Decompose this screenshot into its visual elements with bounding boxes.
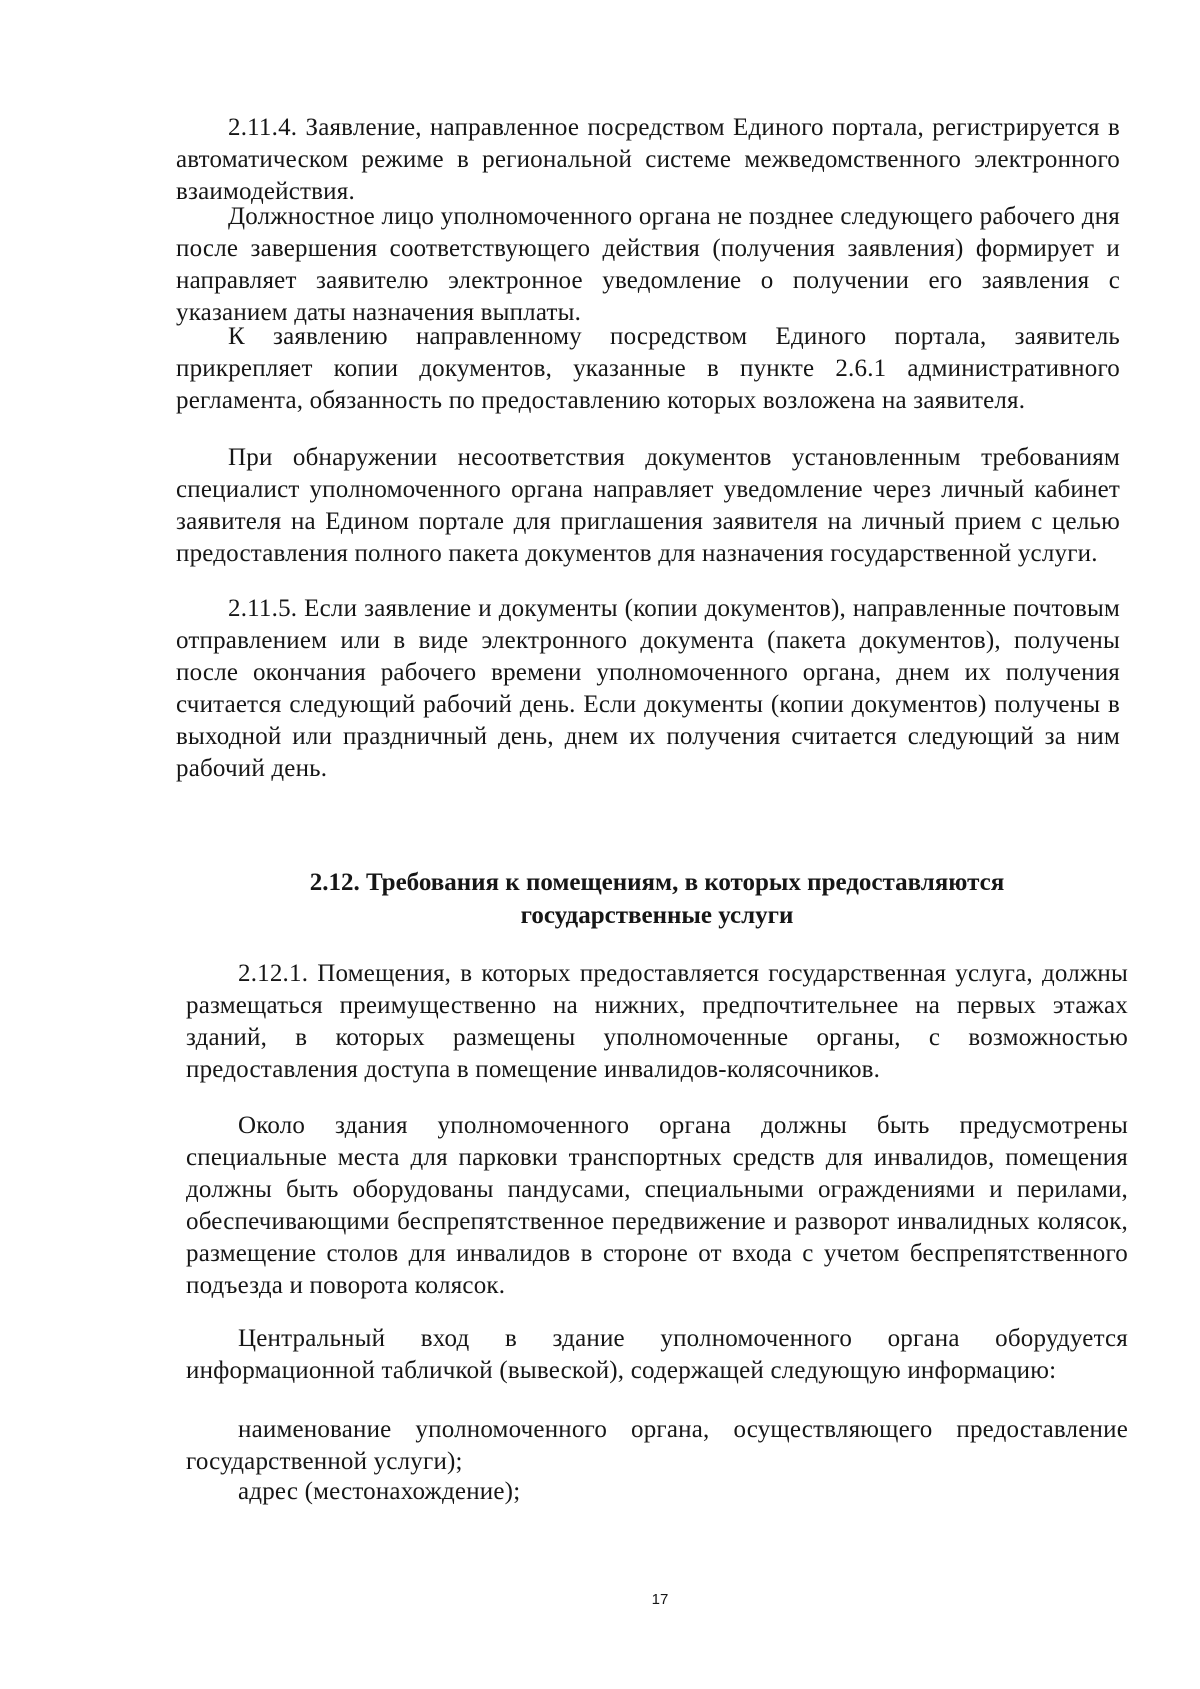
paragraph-2-11-5: 2.11.5. Если заявление и документы (копии документов), направленные почтовым отправлением или в виде электронного документа (пакета документов), получены после окончания рабочего времени уполномоченного органа, днем их получения считается следующий рабочий день. Если документы (копии документов) получены в выходной или праздничный день, днем их получения считается следующий за ним рабочий день. bbox=[176, 595, 1120, 782]
page-number: 17 bbox=[651, 1591, 669, 1608]
paragraph-parking: Около здания уполномоченного органа должны быть предусмотрены специальные места для парковки транспортных средств для инвалидов, помещения должны быть оборудованы пандусами, специальными ограждениями и перилами, обеспечивающими беспрепятственное передвижение и разворот инвалидных колясок, размещение столов для инвалидов в стороне от входа с учетом беспрепятственного подъезда и поворота колясок. bbox=[186, 1112, 1128, 1299]
paragraph-organ-name: наименование уполномоченного органа, осуществляющего предоставление государственной услуги); bbox=[186, 1416, 1128, 1475]
section-heading-line-1: 2.12. Требования к помещениям, в которых предоставляются bbox=[309, 869, 1005, 896]
paragraph-2-12-1: 2.12.1. Помещения, в которых предоставляется государственная услуга, должны размещаться преимущественно на нижних, предпочтительнее на первых этажах зданий, в которых размещены уполномоченные органы, с возможностью предоставления доступа в помещение инвалидов-колясочников. bbox=[186, 960, 1128, 1083]
section-heading-line-2: государственные услуги bbox=[520, 902, 794, 929]
paragraph-document-copies: К заявлению направленному посредством Единого портала, заявитель прикрепляет копии документов, указанные в пункте 2.6.1 административного регламента, обязанность по предоставлению которых возложена на заявителя. bbox=[176, 323, 1120, 414]
paragraph-2-11-4: 2.11.4. Заявление, направленное посредством Единого портала, регистрируется в автоматическом режиме в региональной системе межведомственного электронного взаимодействия. bbox=[176, 114, 1120, 205]
section-heading-2-12 bbox=[186, 866, 1128, 932]
paragraph-central-entrance: Центральный вход в здание уполномоченного органа оборудуется информационной табличкой (вывеской), содержащей следующую информацию: bbox=[186, 1325, 1128, 1384]
paragraph-mismatch: При обнаружении несоответствия документов установленным требованиям специалист уполномоченного органа направляет уведомление через личный кабинет заявителя на Едином портале для приглашения заявителя на личный прием с целью предоставления полного пакета документов для назначения государственной услуги. bbox=[176, 444, 1120, 567]
paragraph-official-notice: Должностное лицо уполномоченного органа не позднее следующего рабочего дня после завершения соответствующего действия (получения заявления) формирует и направляет заявителю электронное уведомление о получении его заявления с указанием даты назначения выплаты. bbox=[176, 203, 1120, 326]
paragraph-address: адрес (местонахождение); bbox=[238, 1478, 521, 1505]
